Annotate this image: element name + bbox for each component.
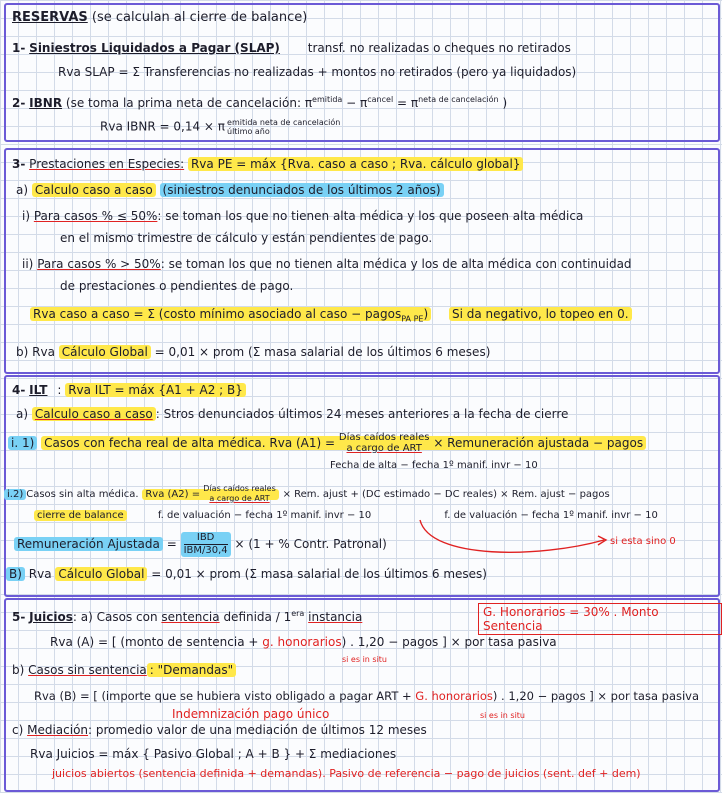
s4-rem-label: Remuneración Ajustada (14, 537, 163, 551)
s5-c-line (12, 722, 427, 738)
s4-i1-text: Casos con fecha real de alta médica. (44, 435, 266, 450)
s4-i2-fval1: f. de valuación − fecha 1º manif. invr − 10 (157, 510, 372, 521)
s4-b-formula: = 0,01 × prom (Σ masa salarial de los últimos 6 meses) (151, 567, 487, 581)
s4-rem-num: IBD (184, 532, 228, 545)
s3-a-line (16, 182, 444, 198)
s4-i2-box (142, 484, 278, 503)
s5-c-label: c) (12, 723, 24, 737)
s4-rem-note: si esta sino 0 (610, 536, 676, 547)
s3-a-text: Calculo caso a caso (32, 183, 156, 197)
s4-b-text: Cálculo Global (55, 567, 147, 581)
s5-c-title: Mediación (27, 723, 89, 737)
s3-ii-line (22, 256, 632, 272)
page-subtitle: (se calculan al cierre de balance) (91, 10, 308, 25)
s3-rva-caso-formula: Rva caso a caso = Σ (costo mínimo asociado al caso − pagos (33, 307, 402, 321)
s3-formula: Rva PE = máx {Rva. caso a caso ; Rva. cálculo global} (188, 157, 524, 171)
s5-b-label: b) (12, 663, 25, 677)
s4-i1-dias-bottom: a cargo de ART (346, 443, 422, 454)
s4-i1-label: i. 1) (8, 436, 37, 450)
s2-formula-main: Rva IBNR = 0,14 × π (100, 119, 226, 134)
s3-a-label: a) (16, 183, 29, 197)
s5-b-indem: Indemnización pago único (172, 707, 330, 721)
s4-rem-line (14, 532, 387, 557)
s5-a-formula-pre: Rva (A) = [ (monto de sentencia + (50, 635, 259, 649)
page-header (12, 10, 307, 26)
s2-formula-sub: último año (227, 127, 270, 136)
s3-i-label: i) (22, 209, 31, 223)
s4-i2-dias-bottom: a cargo de ART (209, 494, 270, 503)
s2-eq: = π (393, 96, 419, 110)
s4-a-text: Calculo caso a caso (32, 407, 156, 421)
s5-c-formula: Rva Juicios = máx { Pasivo Global ; A + B } + Σ mediaciones (30, 747, 397, 761)
s3-title: Prestaciones en Especies: (29, 157, 185, 171)
s2-close: ) (498, 96, 508, 110)
s2-number: 2- (12, 96, 26, 110)
s3-rva-caso (30, 307, 431, 324)
s5-c-bottom: juicios abiertos (sentencia definida + demandas). Pasivo de referencia − pago de juicios (sent. def + dem) (52, 767, 641, 780)
s2-sup-neta: neta de cancelación (418, 95, 499, 104)
s5-honorarios-box: G. Honorarios = 30% . Monto Sentencia (478, 603, 722, 635)
s4-b-label: B) (6, 567, 25, 581)
s4-number: 4- (12, 383, 26, 397)
s3-b-text: Cálculo Global (59, 345, 151, 359)
s5-a-intro: : a) Casos con (72, 610, 158, 624)
s3-rva-caso-close: ) (423, 307, 429, 321)
s4-i2-fval2: f. de valuación − fecha 1º manif. invr − 10 (444, 510, 658, 521)
s5-a-formula-mid: ) . 1,20 − pagos ] × por tasa pasiva (341, 635, 557, 649)
s4-a-desc: : Stros denunciados últimos 24 meses anteriores a la fecha de cierre (155, 407, 569, 421)
s3-i-cond: Para casos % ≤ 50% (33, 209, 158, 223)
s3-number: 3- (12, 157, 26, 171)
s5-a-note: si es in situ (342, 655, 387, 664)
s3-a-note: (siniestros denunciados de los últimos 2 años) (160, 183, 444, 197)
s5-a-formula (50, 634, 557, 650)
s4-i1-under: Fecha de alta − fecha 1º manif. invr − 10 (330, 460, 538, 471)
s1-formula: Rva SLAP = Σ Transferencias no realizadas + montos no retirados (pero ya liquidados) (58, 65, 577, 79)
s3-b-rva: Rva (32, 345, 55, 359)
s2-formula-sup: emitida neta de cancelación (227, 118, 341, 127)
page-title: RESERVAS (12, 10, 88, 25)
s4-i2-cierre: cierre de balance (34, 510, 127, 521)
s4-i1-line (8, 432, 646, 454)
s5-c-desc: : promedio valor de una mediación de últimos 12 meses (88, 723, 427, 737)
s4-i2-rva: Rva (A2) = (145, 489, 201, 500)
s4-title-line: 4- ILT : Rva ILT = máx {A1 + A2 ; B} (12, 382, 246, 398)
s2-sup-emitida: emitida (312, 95, 343, 104)
s2-desc: (se toma la prima neta de cancelación: π (65, 96, 313, 110)
s5-a-sup: era (291, 609, 305, 618)
s1-number: 1- (12, 41, 26, 55)
s3-b-label: b) (16, 345, 29, 359)
s3-i-text1: : se toman los que no tienen alta médica y los que poseen alta médica (157, 209, 584, 223)
s5-b-formula-pre: Rva (B) = [ (importe que se hubiera visto obligado a pagar ART + (34, 689, 412, 703)
s5-b-dem: : "Demandas" (147, 663, 236, 677)
s5-a-sent: sentencia (161, 610, 220, 624)
s3-ii-text1: : se toman los que no tienen alta médica y los de alta médica con continuidad (160, 257, 632, 271)
s5-b-formula-end: ) . 1,20 − pagos ] × por tasa pasiva (492, 689, 700, 703)
s4-i2-under (34, 508, 658, 524)
s4-i1-dias-top: Días caídos reales (338, 432, 430, 443)
s5-number: 5- (12, 610, 26, 624)
s3-ii-text2: de prestaciones o pendientes de pago. (60, 279, 294, 293)
s1-title-line (12, 40, 571, 56)
s4-b-rva: Rva (28, 567, 52, 581)
s4-formula: Rva ILT = máx {A1 + A2 ; B} (65, 383, 246, 397)
s3-i-line (22, 208, 583, 224)
s1-description: transf. no realizadas o cheques no retirados (307, 41, 571, 55)
s4-b-line (6, 566, 487, 582)
s5-b-formula (34, 688, 699, 704)
s4-i1-rem: × Remuneración ajustada − pagos (433, 435, 644, 450)
s1-title: Siniestros Liquidados a Pagar (SLAP) (29, 41, 280, 55)
s3-b-formula: = 0,01 × prom (Σ masa salarial de los últimos 6 meses) (154, 345, 491, 359)
s3-ii-cond: Para casos % > 50% (37, 257, 161, 271)
s3-negativo-note: Si da negativo, lo topeo en 0. (449, 307, 632, 321)
s2-formula (100, 118, 340, 136)
s4-i1-box (41, 432, 646, 454)
s3-rva-caso-sub: PA PE (401, 314, 424, 324)
s2-sup-cancel: cancel (367, 95, 394, 104)
s5-a-rest: definida / 1 (223, 610, 292, 624)
s5-b-line (12, 662, 236, 678)
s4-a-line (16, 406, 568, 422)
s5-b-text: Casos sin sentencia (28, 663, 147, 677)
s4-rem-den: IBM/30,4 (183, 545, 228, 556)
s4-rem-tail: × (1 + % Contr. Patronal) (234, 537, 387, 551)
s5-a-inst: instancia (308, 610, 363, 624)
s5-title: Juicios (29, 610, 73, 624)
s3-ii-label: ii) (22, 257, 34, 271)
s4-rem-eq: = (166, 537, 177, 551)
s4-title: ILT (29, 383, 48, 397)
s2-dash: − π (342, 96, 368, 110)
s4-i2-rem: × Rem. ajust + (DC estimado − DC reales) × Rem. ajust − pagos (282, 489, 610, 500)
s3-rva-caso-line (30, 306, 632, 327)
s4-i2-line (4, 484, 610, 504)
s5-title-line (12, 606, 362, 625)
s2-title-line (12, 92, 507, 111)
s4-i2-dias-top: Días caídos reales (203, 484, 276, 493)
s5-b-gh: G. honorarios (415, 689, 493, 703)
s5-b-note: si es in situ (480, 711, 525, 720)
s2-title: IBNR (29, 96, 63, 110)
s4-i2-text: Casos sin alta médica. (26, 489, 139, 500)
s3-b-line (16, 344, 490, 360)
s3-title-line (12, 156, 523, 172)
s4-i1-rva: Rva (A1) = (269, 435, 336, 450)
s3-i-text2: en el mismo trimestre de cálculo y están pendientes de pago. (60, 231, 433, 245)
s4-i2-label: i.2) (4, 489, 26, 500)
s5-a-gh: g. honorarios (262, 635, 342, 649)
s4-a-label: a) (16, 407, 29, 421)
